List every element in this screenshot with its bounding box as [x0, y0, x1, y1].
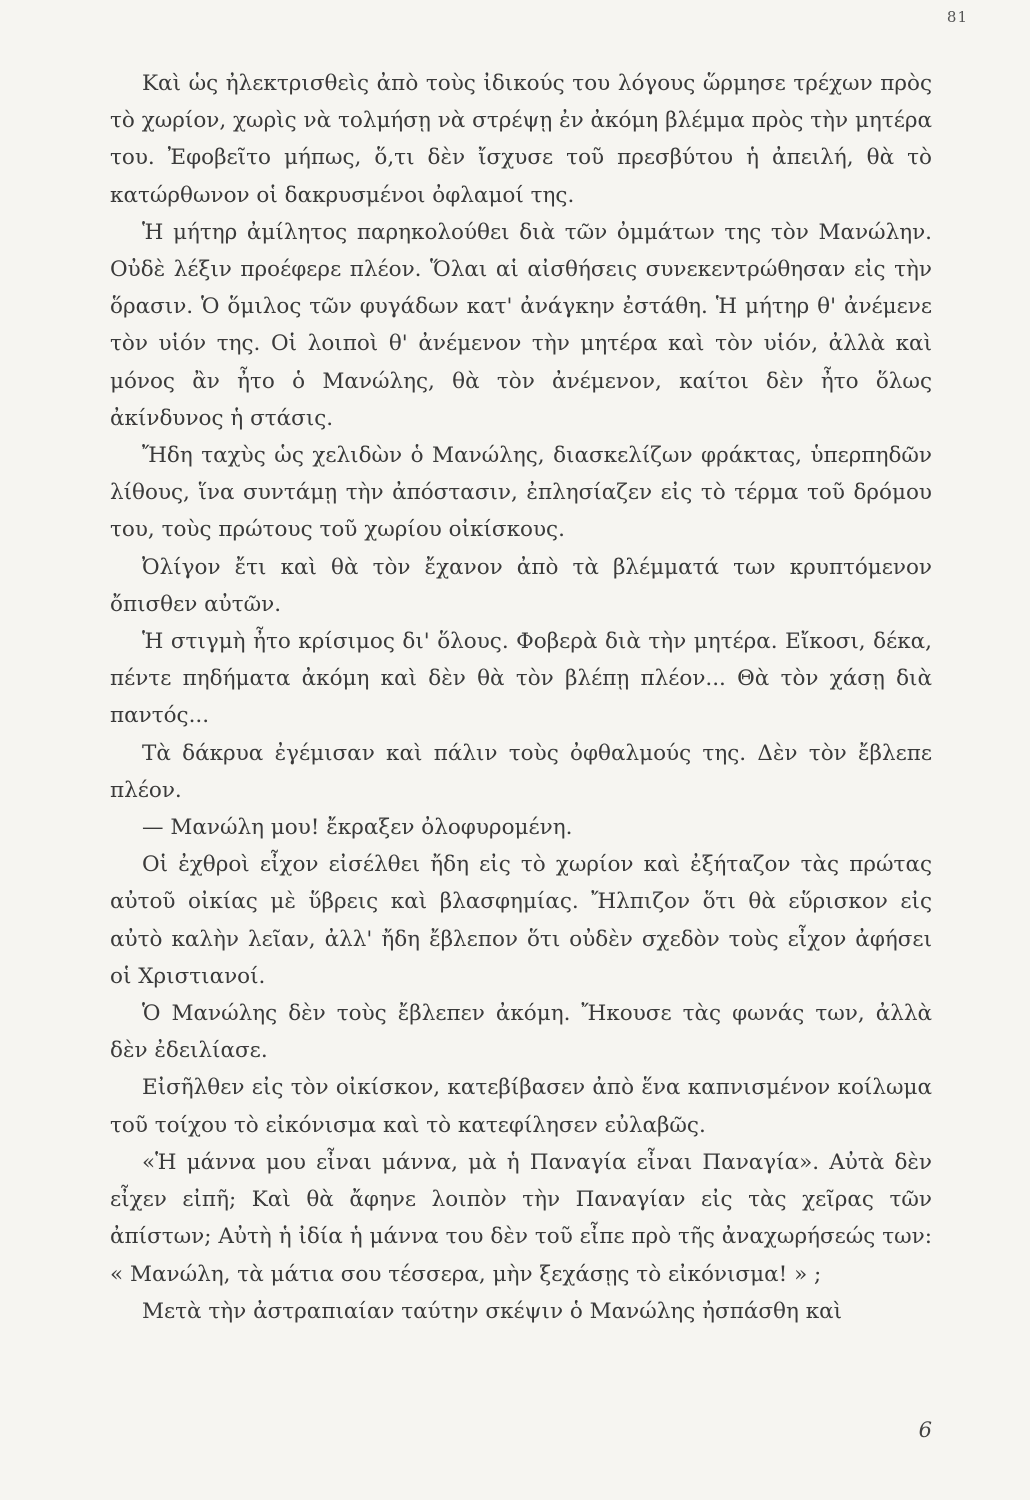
- paragraph: — Μανώλη μου! ἔκραξεν ὀλοφυρομένη.: [142, 815, 573, 841]
- paragraph: Ὀλίγον ἔτι καὶ θὰ τὸν ἔχανον ἀπὸ τὰ βλέμματά των κρυπτόμενον ὄπισθεν αὐτῶν.: [110, 554, 932, 617]
- paragraph: Ἡ στιγμὴ ἦτο κρίσιμος δι' ὅλους. Φοβερὰ διὰ τὴν μητέρα. Εἴκοσι, δέκα, πέντε πηδήματα ἀκόμη καὶ δὲν θὰ τὸν βλέπῃ πλέον... Θὰ τὸν χάσῃ διὰ παντός...: [110, 629, 932, 729]
- paragraph: Ἤδη ταχὺς ὡς χελιδὼν ὁ Μανώλης, διασκελίζων φράκτας, ὑπερπηδῶν λίθους, ἵνα συντάμῃ τὴν ἀπόστασιν, ἐπλησίαζεν εἰς τὸ τέρμα τοῦ δρόμου του, τοὺς πρώτους τοῦ χωρίου οἰκίσκους.: [110, 443, 932, 543]
- paragraph: Μετὰ τὴν ἀστραπιαίαν ταύτην σκέψιν ὁ Μανώλης ἠσπάσθη καὶ: [142, 1298, 843, 1324]
- paragraph: Εἰσῆλθεν εἰς τὸν οἰκίσκον, κατεβίβασεν ἀπὸ ἕνα καπνισμένον κοίλωμα τοῦ τοίχου τὸ εἰκόνισμα καὶ τὸ κατεφίλησεν εὐλαβῶς.: [110, 1075, 932, 1138]
- paragraph: Ὁ Μανώλης δὲν τοὺς ἔβλεπεν ἀκόμη. Ἤκουσε τὰς φωνάς των, ἀλλὰ δὲν ἐδειλίασε.: [110, 1001, 932, 1064]
- paragraph: Τὰ δάκρυα ἐγέμισαν καὶ πάλιν τοὺς ὀφθαλμούς της. Δὲν τὸν ἔβλεπε πλέον.: [110, 740, 932, 803]
- page-number: 81: [946, 8, 968, 26]
- body-text: [110, 65, 932, 1330]
- paragraph: Οἱ ἐχθροὶ εἶχον εἰσέλθει ἤδη εἰς τὸ χωρίον καὶ ἐξήταζον τὰς πρώτας αὐτοῦ οἰκίας μὲ ὕβρεις καὶ βλασφημίας. Ἤλπιζον ὅτι θὰ εὕρισκον εἰς αὐτὸ καλὴν λεῖαν, ἀλλ' ἤδη ἔβλεπον ὅτι οὐδὲν σχεδὸν τοὺς εἶχον ἀφήσει οἱ Χριστιανοί.: [110, 852, 932, 989]
- footer-page-number: 6: [918, 1418, 932, 1442]
- paragraph: «Ἡ μάννα μου εἶναι μάννα, μὰ ἡ Παναγία εἶναι Παναγία». Αὐτὰ δὲν εἶχεν εἰπῆ; Καὶ θὰ ἄφηνε λοιπὸν τὴν Παναγίαν εἰς τὰς χεῖρας τῶν ἀπίστων; Αὐτὴ ἡ ἰδία ἡ μάννα του δὲν τοῦ εἶπε πρὸ τῆς ἀναχωρήσεώς των: « Μανώλη, τὰ μάτια σου τέσσερα, μὴν ξεχάσῃς τὸ εἰκόνισμα! » ;: [110, 1149, 932, 1287]
- paragraph: Καὶ ὡς ἠλεκτρισθεὶς ἀπὸ τοὺς ἰδικούς του λόγους ὥρμησε τρέχων πρὸς τὸ χωρίον, χωρὶς νὰ τολμήσῃ νὰ στρέψῃ ἐν ἀκόμη βλέμμα πρὸς τὴν μητέρα του. Ἐφοβεῖτο μήπως, ὅ,τι δὲν ἴσχυσε τοῦ πρεσβύτου ἡ ἀπειλή, θὰ τὸ κατώρθωνον οἱ δακρυσμένοι ὀφλαμοί της.: [110, 71, 932, 208]
- paragraph: Ἡ μήτηρ ἀμίλητος παρηκολούθει διὰ τῶν ὀμμάτων της τὸν Μανώλην. Οὐδὲ λέξιν προέφερε πλέον. Ὅλαι αἱ αἰσθήσεις συνεκεντρώθησαν εἰς τὴν ὅρασιν. Ὁ ὅμιλος τῶν φυγάδων κατ' ἀνάγκην ἐστάθη. Ἡ μήτηρ θ' ἀνέμενε τὸν υἱόν της. Οἱ λοιποὶ θ' ἀνέμενον τὴν μητέρα καὶ τὸν υἱόν, ἀλλὰ καὶ μόνος ἂν ἦτο ὁ Μανώλης, θὰ τὸν ἀνέμενον, καίτοι δὲν ἦτο ὅλως ἀκίνδυνος ἡ στάσις.: [110, 219, 932, 431]
